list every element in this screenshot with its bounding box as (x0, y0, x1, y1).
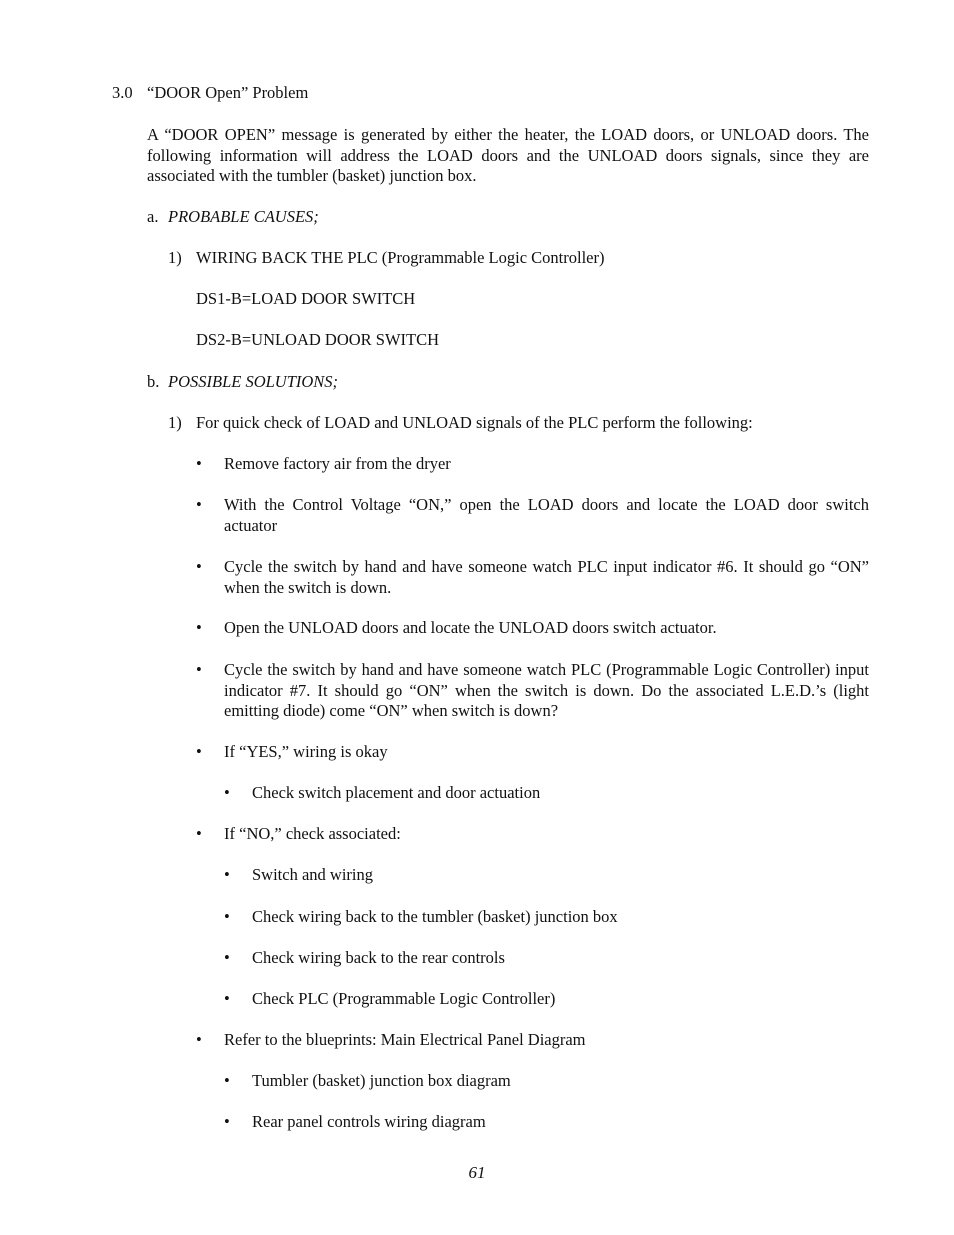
step-text: Rear panel controls wiring diagram (252, 1112, 486, 1131)
step-text: If “YES,” wiring is okay (224, 742, 388, 761)
bullet-icon: • (196, 742, 202, 761)
bullet-icon: • (224, 783, 230, 802)
step-text: Remove factory air from the dryer (224, 454, 451, 473)
solutions-item-text: For quick check of LOAD and UNLOAD signals of the PLC perform the following: (196, 413, 753, 432)
bullet-icon: • (224, 1071, 230, 1090)
causes-item-text: WIRING BACK THE PLC (Programmable Logic Controller) (196, 248, 605, 267)
step-text: Cycle the switch by hand and have someone watch PLC (Programmable Logic Controller) input indicator #7. It should go “ON” when the switch is down. Do the associated L.E.D.’s (light emitting diode) come “ON” when switch is down? (224, 660, 869, 720)
unload-door-switch-label: DS2-B=UNLOAD DOOR SWITCH (196, 330, 440, 349)
bullet-icon: • (224, 1112, 230, 1131)
page-number: 61 (468, 1163, 486, 1182)
step-text: Cycle the switch by hand and have someone watch PLC input indicator #6. It should go “ON” when the switch is down. (224, 557, 869, 597)
step-text: Switch and wiring (252, 865, 373, 884)
step-text: With the Control Voltage “ON,” open the LOAD doors and locate the LOAD door switch actuator (224, 495, 869, 535)
bullet-icon: • (196, 454, 202, 473)
step-text: Check switch placement and door actuation (252, 783, 541, 802)
solutions-item-number: 1) (168, 413, 182, 432)
intro-paragraph: A “DOOR OPEN” message is generated by either the heater, the LOAD doors, or UNLOAD doors. The following information will address the LOAD doors and the UNLOAD doors signals, since they are associated with the tumbler (basket) junction box. (147, 125, 869, 185)
bullet-icon: • (196, 1030, 202, 1049)
step-text: Check wiring back to the tumbler (basket) junction box (252, 907, 618, 926)
solutions-letter: b. (147, 372, 160, 391)
bullet-icon: • (224, 989, 230, 1008)
step-text: Open the UNLOAD doors and locate the UNLOAD doors switch actuator. (224, 618, 717, 637)
causes-heading: PROBABLE CAUSES; (168, 207, 319, 226)
bullet-icon: • (224, 907, 230, 926)
causes-item-number: 1) (168, 248, 182, 267)
step-text: Refer to the blueprints: Main Electrical Panel Diagram (224, 1030, 586, 1049)
solutions-heading: POSSIBLE SOLUTIONS; (168, 372, 339, 391)
section-number: 3.0 (112, 83, 133, 102)
bullet-icon: • (196, 618, 202, 637)
causes-letter: a. (147, 207, 159, 226)
step-text: If “NO,” check associated: (224, 824, 401, 843)
bullet-icon: • (196, 824, 202, 843)
step-text: Check PLC (Programmable Logic Controller) (252, 989, 556, 1008)
bullet-icon: • (224, 948, 230, 967)
bullet-icon: • (224, 865, 230, 884)
section-title: “DOOR Open” Problem (147, 83, 309, 102)
step-text: Check wiring back to the rear controls (252, 948, 505, 967)
load-door-switch-label: DS1-B=LOAD DOOR SWITCH (196, 289, 416, 308)
bullet-icon: • (196, 660, 202, 679)
step-text: Tumbler (basket) junction box diagram (252, 1071, 511, 1090)
bullet-icon: • (196, 557, 202, 576)
bullet-icon: • (196, 495, 202, 514)
